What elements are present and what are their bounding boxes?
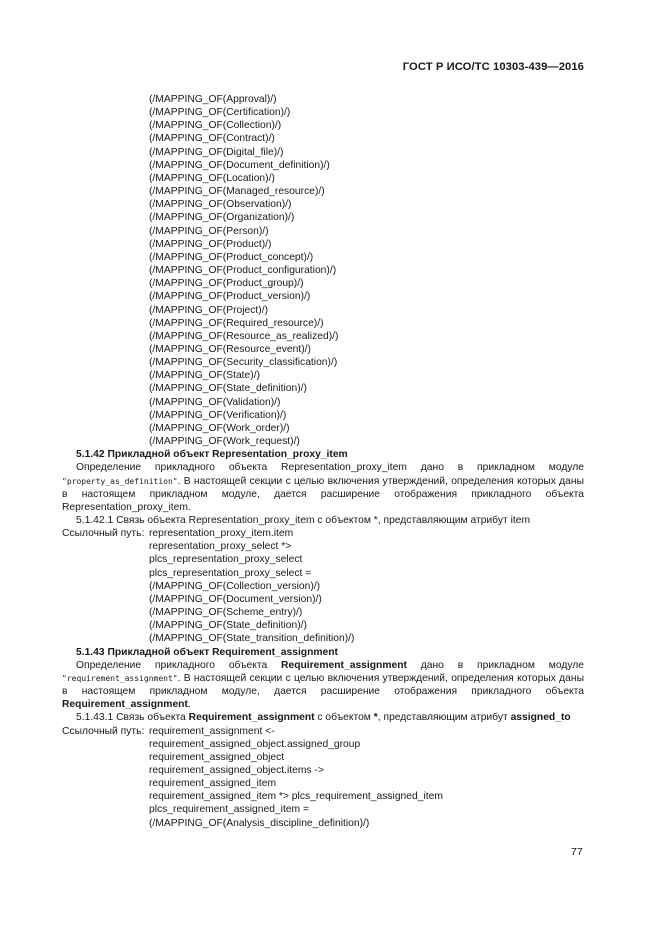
mapping-line: (/MAPPING_OF(Certification)/) bbox=[149, 107, 291, 119]
mapping-line: (/MAPPING_OF(Document_version)/) bbox=[149, 593, 322, 605]
mapping-line: (/MAPPING_OF(Work_order)/) bbox=[149, 422, 290, 434]
mapping-line: requirement_assigned_item *> plcs_requirement_assigned_item bbox=[149, 791, 443, 803]
mapping-line: (/MAPPING_OF(Product_configuration)/) bbox=[149, 265, 337, 277]
star-symbol: * bbox=[373, 712, 378, 724]
mapping-line: plcs_representation_proxy_select = bbox=[149, 567, 312, 579]
module-name: "requirement_assignment" bbox=[62, 673, 178, 683]
mapping-line: (/MAPPING_OF(Observation)/) bbox=[149, 199, 292, 211]
document-header: ГОСТ Р ИСО/ТС 10303-439—2016 bbox=[402, 61, 584, 73]
page-content bbox=[62, 93, 584, 830]
mapping-line: (/MAPPING_OF(Security_classification)/) bbox=[149, 357, 338, 369]
subsection-5-1-43-1 bbox=[62, 711, 584, 724]
mapping-line: representation_proxy_item.item bbox=[149, 528, 294, 540]
subsection-text: , представляющим атрибут bbox=[377, 712, 511, 724]
mapping-line: (/MAPPING_OF(Managed_resource)/) bbox=[149, 186, 325, 198]
mapping-line: (/MAPPING_OF(Analysis_discipline_definition)/) bbox=[149, 817, 370, 829]
mapping-line: (/MAPPING_OF(Product_version)/) bbox=[149, 291, 311, 303]
reference-path-lines bbox=[149, 725, 584, 830]
reference-path-5-1-42-1 bbox=[62, 527, 584, 645]
mapping-line: (/MAPPING_OF(State)/) bbox=[149, 370, 260, 382]
paragraph-text: . В настоящей секции с целью включения утверждений, определения которых даны в настоящем прикладном модуле, дается расширение отображения прикладного объекта Representation_proxy_item. bbox=[62, 475, 584, 513]
page-number: 77 bbox=[571, 846, 583, 858]
attribute-name: assigned_to bbox=[510, 712, 571, 724]
mapping-line: (/MAPPING_OF(Product)/) bbox=[149, 238, 272, 250]
section-paragraph-5-1-43 bbox=[62, 659, 584, 712]
mapping-line: (/MAPPING_OF(Document_definition)/) bbox=[149, 159, 330, 171]
mapping-line: plcs_requirement_assigned_item = bbox=[149, 804, 309, 816]
module-name: "property_as_definition" bbox=[62, 476, 178, 486]
mapping-list bbox=[62, 93, 584, 448]
mapping-line: (/MAPPING_OF(Scheme_entry)/) bbox=[149, 607, 303, 619]
mapping-line: (/MAPPING_OF(Resource_as_realized)/) bbox=[149, 330, 339, 342]
mapping-line: (/MAPPING_OF(State_definition)/) bbox=[149, 620, 307, 632]
entity-name: Requirement_assignment bbox=[62, 699, 188, 711]
mapping-line: (/MAPPING_OF(Approval)/) bbox=[149, 94, 277, 105]
mapping-line: (/MAPPING_OF(State_definition)/) bbox=[149, 383, 307, 395]
mapping-line: (/MAPPING_OF(Contract)/) bbox=[149, 133, 275, 145]
mapping-line: (/MAPPING_OF(Digital_file)/) bbox=[149, 146, 284, 158]
section-heading-5-1-43: 5.1.43 Прикладной объект Requirement_assignment bbox=[76, 646, 338, 658]
paragraph-text: дано в прикладном модуле bbox=[406, 659, 584, 671]
paragraph-text: Определение прикладного объекта Representation_proxy_item дано в прикладном модуле bbox=[76, 462, 584, 474]
mapping-line: (/MAPPING_OF(Person)/) bbox=[149, 225, 269, 237]
mapping-line: (/MAPPING_OF(Validation)/) bbox=[149, 396, 281, 408]
mapping-line: (/MAPPING_OF(Project)/) bbox=[149, 304, 268, 316]
entity-name: Requirement_assignment bbox=[281, 659, 407, 671]
mapping-line: requirement_assigned_item bbox=[149, 778, 277, 790]
mapping-line: requirement_assigned_object bbox=[149, 751, 285, 763]
reference-path-label: Ссылочный путь: bbox=[62, 528, 145, 540]
mapping-line: (/MAPPING_OF(Product_group)/) bbox=[149, 278, 304, 290]
mapping-line: requirement_assigned_object.assigned_group bbox=[149, 738, 361, 750]
subsection-text: с объектом bbox=[314, 712, 374, 724]
reference-path-label: Ссылочный путь: bbox=[62, 725, 145, 737]
entity-name: Requirement_assignment bbox=[188, 712, 315, 724]
mapping-line: (/MAPPING_OF(Collection)/) bbox=[149, 120, 282, 132]
paragraph-text: Определение прикладного объекта bbox=[76, 659, 282, 671]
mapping-line: (/MAPPING_OF(Product_concept)/) bbox=[149, 251, 314, 263]
mapping-line: representation_proxy_select *> bbox=[149, 541, 292, 553]
subsection-text: 5.1.43.1 Связь объекта bbox=[76, 712, 189, 724]
mapping-line: (/MAPPING_OF(Organization)/) bbox=[149, 212, 295, 224]
section-heading-5-1-42: 5.1.42 Прикладной объект Representation_proxy_item bbox=[76, 449, 348, 461]
mapping-line: (/MAPPING_OF(Required_resource)/) bbox=[149, 317, 324, 329]
mapping-line: requirement_assigned_object.items -> bbox=[149, 764, 324, 776]
reference-path-5-1-43-1 bbox=[62, 725, 584, 830]
mapping-line: (/MAPPING_OF(Location)/) bbox=[149, 172, 275, 184]
subsection-5-1-42-1: 5.1.42.1 Связь объекта Representation_proxy_item с объектом *, представляющим атрибут item bbox=[76, 515, 531, 526]
mapping-line: (/MAPPING_OF(State_transition_definition)/) bbox=[149, 633, 355, 645]
mapping-line: plcs_representation_proxy_select bbox=[149, 554, 303, 566]
mapping-line: (/MAPPING_OF(Work_request)/) bbox=[149, 436, 300, 448]
reference-path-lines bbox=[149, 527, 584, 645]
paragraph-text: . В настоящей секции с целью включения утверждений, определения которых даны в настоящем прикладном модуле, дается расширение отображения прикладного объекта bbox=[62, 672, 584, 698]
mapping-line: (/MAPPING_OF(Verification)/) bbox=[149, 409, 287, 421]
section-paragraph-5-1-42 bbox=[62, 461, 584, 514]
mapping-line: (/MAPPING_OF(Collection_version)/) bbox=[149, 580, 321, 592]
paragraph-text: . bbox=[187, 699, 191, 711]
mapping-line: requirement_assignment <- bbox=[149, 725, 275, 737]
mapping-line: (/MAPPING_OF(Resource_event)/) bbox=[149, 343, 311, 355]
